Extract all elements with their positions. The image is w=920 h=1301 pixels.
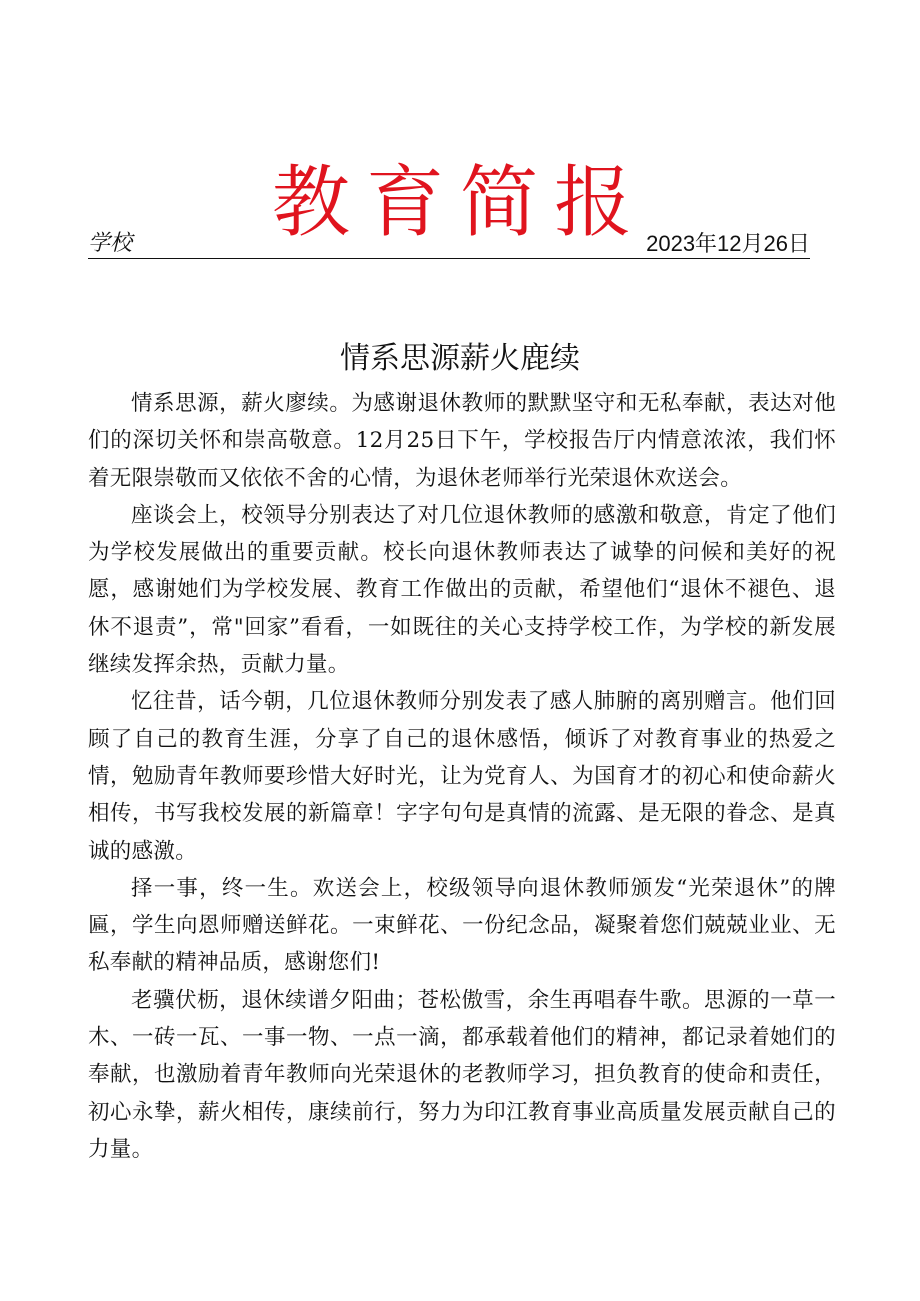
paragraph: 座谈会上，校领导分别表达了对几位退休教师的感激和敬意，肯定了他们为学校发展做出的重要贡献。校长向退休教师表达了诚挚的问候和美好的祝愿，感谢她们为学校发展、教育工作做出的贡献，希望他们“退休不褪色、退休不退责”，常"回家”看看，一如既往的关心支持学校工作，为学校的新发展继续发挥余热，贡献力量。 <box>88 502 836 678</box>
paragraph: 择一事，终一生。欢送会上，校级领导向退休教师颁发“光荣退休”的牌匾，学生向恩师赠送鲜花。一束鲜花、一份纪念品，凝聚着您们兢兢业业、无私奉献的精神品质，感谢您们! <box>88 875 836 976</box>
paragraph: 忆往昔，话今朝，几位退休教师分别发表了感人肺腑的离别赠言。他们回顾了自己的教育生涯，分享了自己的退休感悟，倾诉了对教育事业的热爱之情，勉励青年教师要珍惜大好时光，让为党育人、为国育才的初心和使命薪火相传，书写我校发展的新篇章！字字句句是真情的流露、是无限的眷念、是真诚的感激。 <box>88 689 836 864</box>
article-body <box>88 385 836 1168</box>
paragraph: 情系思源，薪火廖续。为感谢退休教师的默默坚守和无私奉献，表达对他们的深切关怀和崇高敬意。12月25日下午，学校报告厅内情意浓浓，我们怀着无限崇敬而又依依不舍的心情，为退休老师举行光荣退休欢送会。 <box>88 391 836 491</box>
header-rule <box>88 230 810 259</box>
masthead-title: 教育简报 <box>271 158 648 249</box>
issue-date: 2023年12月26日 <box>646 231 810 256</box>
paragraph: 老骥伏枥，退休续谱夕阳曲；苍松傲雪，余生再唱春牛歌。思源的一草一木、一砖一瓦、一事一物、一点一滴，都承载着他们的精神，都记录着她们的奉献，也激励着青年教师向光荣退休的老教师学习，担负教育的使命和责任，初心永挚，薪火相传，康续前行，努力为印江教育事业高质量发展贡献自己的力量。 <box>88 987 836 1162</box>
article-title: 情系思源薪火鹿续 <box>340 340 580 376</box>
school-label: 学校 <box>88 231 133 256</box>
